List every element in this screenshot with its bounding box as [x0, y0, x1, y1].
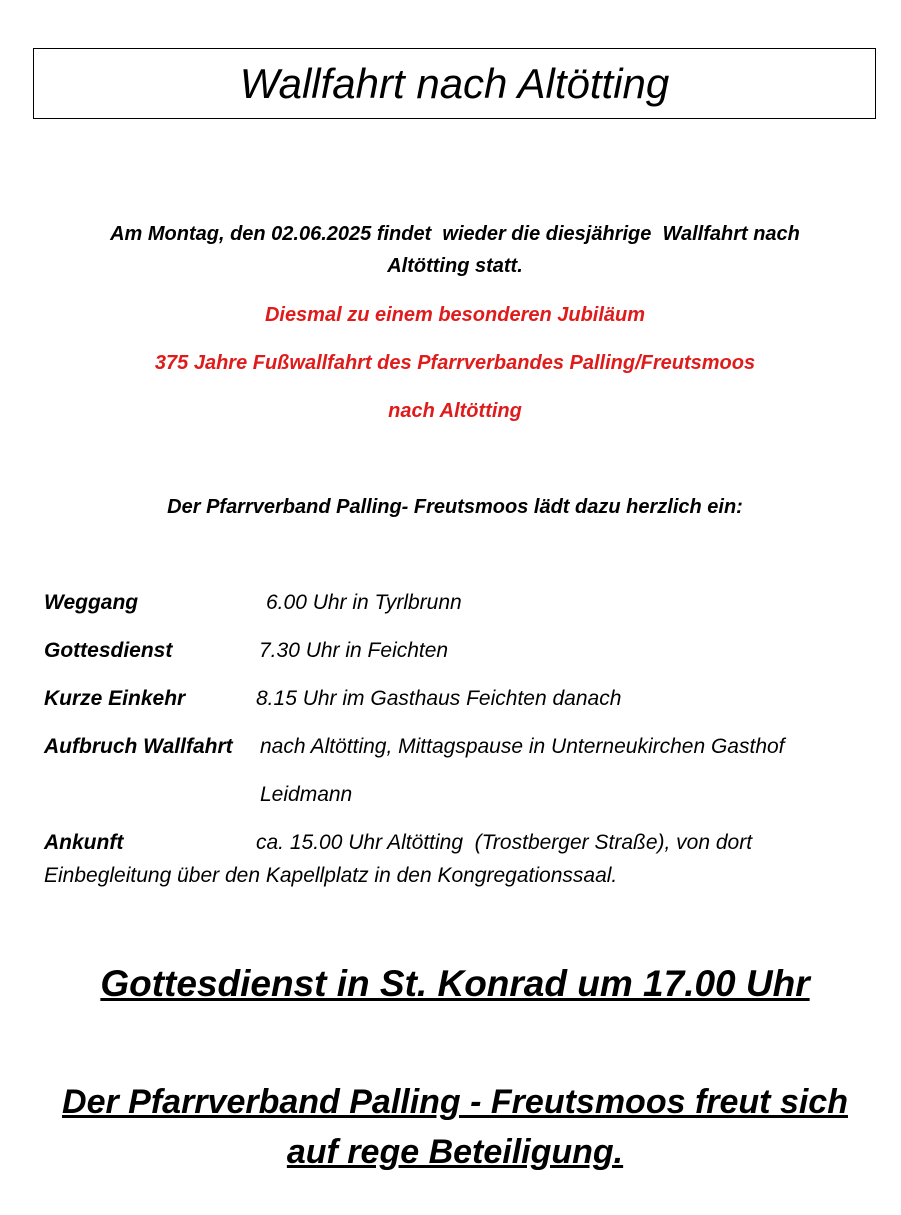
schedule-value: 7.30 Uhr in Feichten: [259, 639, 449, 662]
schedule-row-pilgrimage: [44, 731, 785, 763]
jubilee-line-2: 375 Jahre Fußwallfahrt des Pfarrverbandes Palling/Freutsmoos: [154, 352, 756, 374]
closing-line-1: Der Pfarrverband Palling - Freutsmoos freut sich: [62, 1083, 848, 1121]
schedule-row-departure: [44, 587, 462, 619]
mass-announcement: Gottesdienst in St. Konrad um 17.00 Uhr: [100, 963, 810, 1004]
schedule-label: Aufbruch Wallfahrt: [44, 735, 233, 758]
invitation-text: Der Pfarrverband Palling- Freutsmoos lädt dazu herzlich ein:: [167, 496, 743, 518]
jubilee-line-1: Diesmal zu einem besonderen Jubiläum: [264, 304, 646, 326]
closing-text: [40, 1077, 870, 1177]
closing-line-2: auf rege Beteiligung.: [286, 1133, 624, 1171]
schedule-value-continuation: Leidmann: [260, 783, 353, 806]
schedule-label: Kurze Einkehr: [44, 687, 186, 710]
schedule-row-mass: [44, 635, 449, 667]
schedule-label: Weggang: [44, 591, 139, 614]
intro-text: [40, 218, 870, 282]
schedule-row-arrival: [44, 827, 753, 859]
schedule-value: 6.00 Uhr in Tyrlbrunn: [266, 591, 462, 614]
title-box: [33, 48, 876, 119]
schedule-label: Ankunft: [44, 831, 124, 854]
intro-line-1: Am Montag, den 02.06.2025 findet wieder die diesjährige Wallfahrt nach: [110, 223, 800, 245]
jubilee-line-3: nach Altötting: [388, 400, 522, 422]
schedule-label: Gottesdienst: [44, 639, 173, 662]
schedule-value: ca. 15.00 Uhr Altötting (Trostberger Straße), von dort: [256, 831, 753, 854]
schedule-row-stop: [44, 683, 622, 715]
page-title: Wallfahrt nach Altötting: [239, 59, 670, 107]
schedule-value-continuation: Einbegleitung über den Kapellplatz in den Kongregationssaal.: [44, 864, 618, 887]
schedule-value: nach Altötting, Mittagspause in Unterneukirchen Gasthof: [260, 735, 785, 758]
intro-line-2: Altötting statt.: [387, 255, 523, 277]
schedule-value: 8.15 Uhr im Gasthaus Feichten danach: [256, 687, 622, 710]
schedule-row-arrival-continuation: [44, 860, 617, 892]
